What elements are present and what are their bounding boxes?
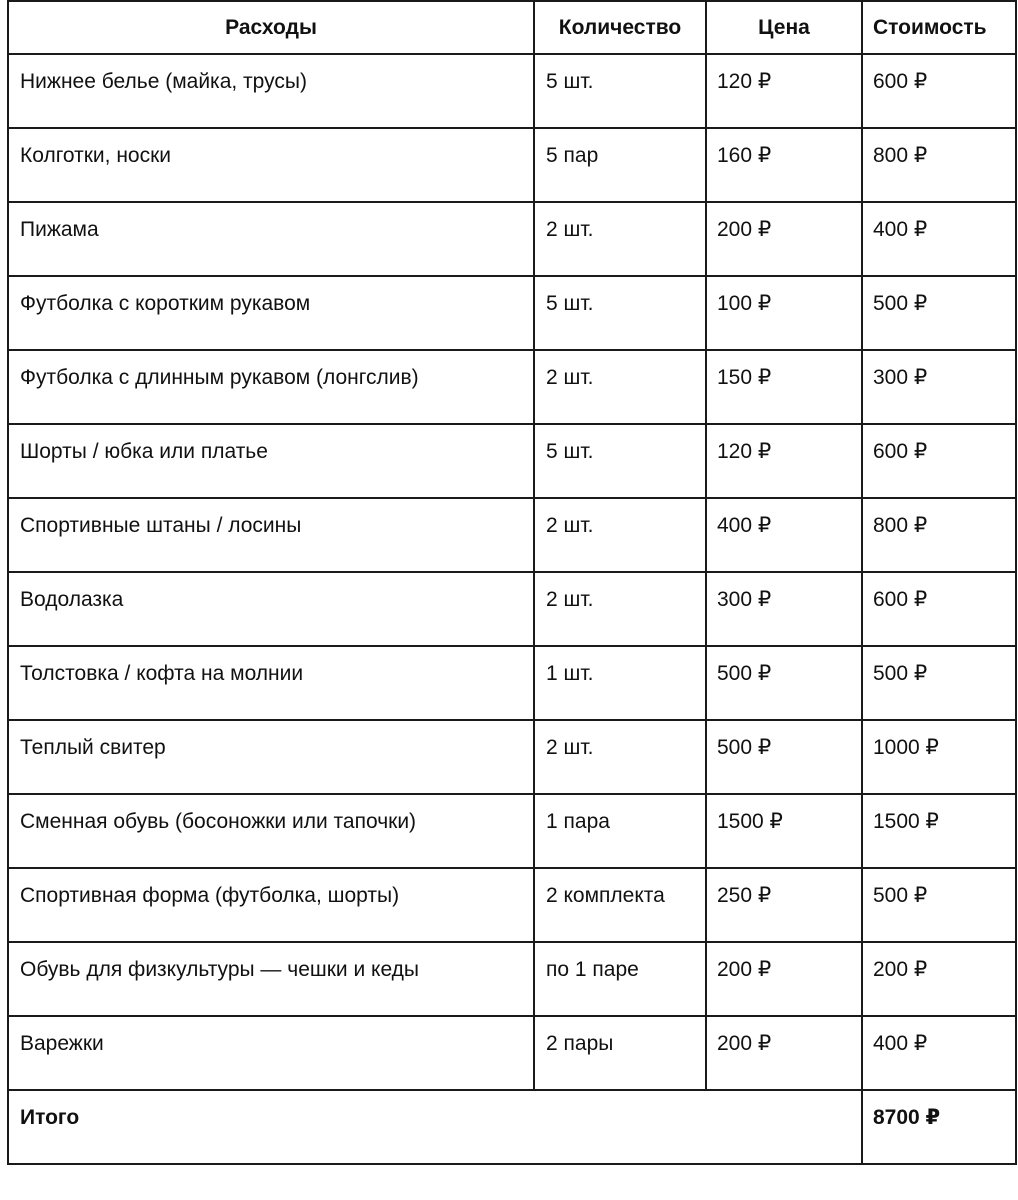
header-quantity: Количество: [534, 1, 706, 54]
expenses-table: [7, 0, 1017, 1165]
row-cost: 600 ₽: [862, 424, 1016, 498]
table-row: [8, 498, 1016, 572]
row-quantity: 5 шт.: [534, 54, 706, 128]
row-price: 1500 ₽: [706, 794, 862, 868]
row-name: Нижнее белье (майка, трусы): [8, 54, 534, 128]
header-price: Цена: [706, 1, 862, 54]
row-price: 400 ₽: [706, 498, 862, 572]
table-row: [8, 128, 1016, 202]
row-quantity: 5 шт.: [534, 276, 706, 350]
total-cost: 8700 ₽: [862, 1090, 1016, 1164]
header-expenses: Расходы: [8, 1, 534, 54]
table-row: [8, 942, 1016, 1016]
row-name: Пижама: [8, 202, 534, 276]
table-row: [8, 720, 1016, 794]
row-name: Футболка с длинным рукавом (лонгслив): [8, 350, 534, 424]
row-quantity: 5 шт.: [534, 424, 706, 498]
row-cost: 500 ₽: [862, 868, 1016, 942]
row-cost: 800 ₽: [862, 128, 1016, 202]
total-label: Итого: [8, 1090, 862, 1164]
row-price: 120 ₽: [706, 424, 862, 498]
row-quantity: 2 пары: [534, 1016, 706, 1090]
row-name: Водолазка: [8, 572, 534, 646]
row-quantity: 2 шт.: [534, 202, 706, 276]
table-row: [8, 54, 1016, 128]
row-price: 300 ₽: [706, 572, 862, 646]
row-quantity: 1 шт.: [534, 646, 706, 720]
header-cost: Стоимость: [862, 1, 1016, 54]
row-cost: 400 ₽: [862, 202, 1016, 276]
row-cost: 1500 ₽: [862, 794, 1016, 868]
table-row: [8, 868, 1016, 942]
row-name: Толстовка / кофта на молнии: [8, 646, 534, 720]
row-cost: 300 ₽: [862, 350, 1016, 424]
row-quantity: 1 пара: [534, 794, 706, 868]
row-cost: 500 ₽: [862, 276, 1016, 350]
table-body: [8, 54, 1016, 1164]
row-price: 160 ₽: [706, 128, 862, 202]
table-row: [8, 646, 1016, 720]
row-price: 120 ₽: [706, 54, 862, 128]
row-price: 200 ₽: [706, 942, 862, 1016]
row-price: 500 ₽: [706, 646, 862, 720]
row-price: 250 ₽: [706, 868, 862, 942]
row-name: Спортивные штаны / лосины: [8, 498, 534, 572]
row-cost: 400 ₽: [862, 1016, 1016, 1090]
row-price: 200 ₽: [706, 202, 862, 276]
row-name: Спортивная форма (футболка, шорты): [8, 868, 534, 942]
row-quantity: 2 шт.: [534, 350, 706, 424]
total-row: [8, 1090, 1016, 1164]
row-price: 100 ₽: [706, 276, 862, 350]
row-quantity: 2 комплекта: [534, 868, 706, 942]
table-header-row: [8, 1, 1016, 54]
row-price: 200 ₽: [706, 1016, 862, 1090]
row-quantity: 5 пар: [534, 128, 706, 202]
row-name: Футболка с коротким рукавом: [8, 276, 534, 350]
row-price: 150 ₽: [706, 350, 862, 424]
row-cost: 600 ₽: [862, 54, 1016, 128]
row-cost: 600 ₽: [862, 572, 1016, 646]
row-name: Колготки, носки: [8, 128, 534, 202]
row-name: Теплый свитер: [8, 720, 534, 794]
row-name: Варежки: [8, 1016, 534, 1090]
row-name: Сменная обувь (босоножки или тапочки): [8, 794, 534, 868]
row-quantity: 2 шт.: [534, 720, 706, 794]
table-row: [8, 202, 1016, 276]
row-quantity: 2 шт.: [534, 498, 706, 572]
row-price: 500 ₽: [706, 720, 862, 794]
row-cost: 1000 ₽: [862, 720, 1016, 794]
row-quantity: 2 шт.: [534, 572, 706, 646]
table-row: [8, 794, 1016, 868]
row-cost: 800 ₽: [862, 498, 1016, 572]
table-row: [8, 350, 1016, 424]
table-row: [8, 1016, 1016, 1090]
row-quantity: по 1 паре: [534, 942, 706, 1016]
table-row: [8, 572, 1016, 646]
row-name: Обувь для физкультуры — чешки и кеды: [8, 942, 534, 1016]
row-cost: 200 ₽: [862, 942, 1016, 1016]
table-row: [8, 424, 1016, 498]
row-name: Шорты / юбка или платье: [8, 424, 534, 498]
row-cost: 500 ₽: [862, 646, 1016, 720]
table-row: [8, 276, 1016, 350]
